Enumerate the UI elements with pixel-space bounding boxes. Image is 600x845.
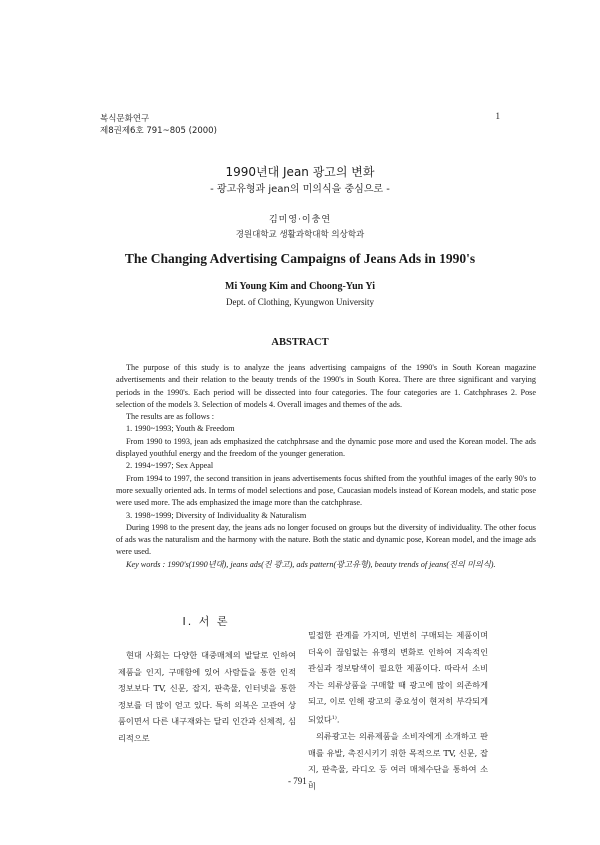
abstract-period1-label: 1. 1990~1993; Youth & Freedom [126, 424, 235, 434]
body-column-right [308, 627, 488, 795]
abstract-heading: ABSTRACT [271, 337, 329, 348]
title-korean: 1990년대 Jean 광고의 변화 [225, 165, 375, 179]
body-text-end: . [336, 714, 340, 725]
page-number-top: 1 [495, 111, 500, 121]
authors-korean: 김미영·이충연 [268, 215, 332, 225]
journal-name: 복식문화연구 [100, 114, 150, 124]
section-heading-introduction: Ⅰ. 서 론 [182, 615, 230, 628]
affiliation-korean: 경원대학교 생활과학대학 의상학과 [235, 230, 365, 240]
abstract-intro: The purpose of this study is to analyze the jeans advertising campaigns of the 1990's in South Korean magazine advertisements and their relation to the beauty trends of the 1990's in South Korea. There are three significant and varying periods in the 1990's. Each period will be dissected into four categories. The four categories are 1. Catchphrases 2. Pose selection of the models 3. Selection of models 4. Overall images and themes of the ads. [116, 363, 536, 409]
body-paragraph [308, 627, 488, 728]
abstract-keywords: Key words : 1990's(1990년대), jeans ads(진 광고), ads pattern(광고유형), beauty trends of jeans(진의 미의식). [126, 559, 496, 569]
body-paragraph: 현대 사회는 다양한 대중매체의 발달로 인하여 제품을 인지, 구매함에 있어 사람들을 통한 인적 정보보다 TV, 신문, 잡지, 판촉물, 인터넷을 통한 정보를 더 많이 얻고 있다. 특히 의복은 고관여 상품이면서 다른 내구재와는 달리 인간과 신체적, 심리적으로 [118, 650, 296, 743]
body-paragraph: 의류광고는 의류제품을 소비자에게 소개하고 판매를 유발, 촉진시키기 위한 목적으로 TV, 신문, 잡지, 판촉물, 라디오 등 여러 매체수단을 통하여 소비 [308, 731, 488, 792]
abstract-results-label: The results are as follows : [126, 412, 214, 422]
abstract-period3-text: During 1998 to the present day, the jeans ads no longer focused on groups but the diversity of individuality. The other focus of ads was the naturalism and the harmony with the nature. Both the static and dynamic pose, Korean model, and the image ads were used. [116, 522, 536, 557]
body-text: 밀접한 관계를 가지며, 빈번히 구매되는 제품이며 더욱이 끊임없는 유행의 변화로 인하여 지속적인 관심과 정보탐색이 필요한 제품이다. 따라서 소비자는 의류상품을 구매할 때 광고에 많이 의존하게 되고, 이로 인해 광고의 중요성이 현저히 부각되게 되었다 [308, 630, 488, 725]
affiliation-english: Dept. of Clothing, Kyungwon University [226, 297, 374, 307]
abstract-period1-text: From 1990 to 1993, jean ads emphasized the catchphrsase and the dynamic pose more and used the Korean model. The ads displayed youthful energy and the freedom of the younger generation. [116, 436, 536, 459]
abstract-period2-label: 2. 1994~1997; Sex Appeal [126, 461, 214, 471]
body-column-left [118, 647, 296, 747]
abstract-period3-label: 3. 1998~1999; Diversity of Individuality & Naturalism [126, 510, 307, 520]
abstract-body [116, 362, 536, 571]
abstract-period2-text: From 1994 to 1997, the second transition in jeans advertisements focus shifted from the youthful images of the early 90's to more sexually oriented ads. In terms of model selections and pose, Caucasian models instead of Korean models, and static pose were used more. The ads emphasized the image more than the catchphrase. [116, 473, 536, 508]
journal-header [100, 113, 217, 137]
title-english: The Changing Advertising Campaigns of Jeans Ads in 1990's [124, 251, 476, 266]
journal-volume: 제8권제6호 791~805 (2000) [100, 126, 217, 136]
footnote-reference: 1) [331, 714, 337, 721]
subtitle-korean: - 광고유형과 jean의 미의식을 중심으로 - [210, 184, 390, 195]
authors-english: Mi Young Kim and Choong-Yun Yi [225, 281, 375, 292]
page-number-bottom: - 791 - [288, 776, 312, 786]
